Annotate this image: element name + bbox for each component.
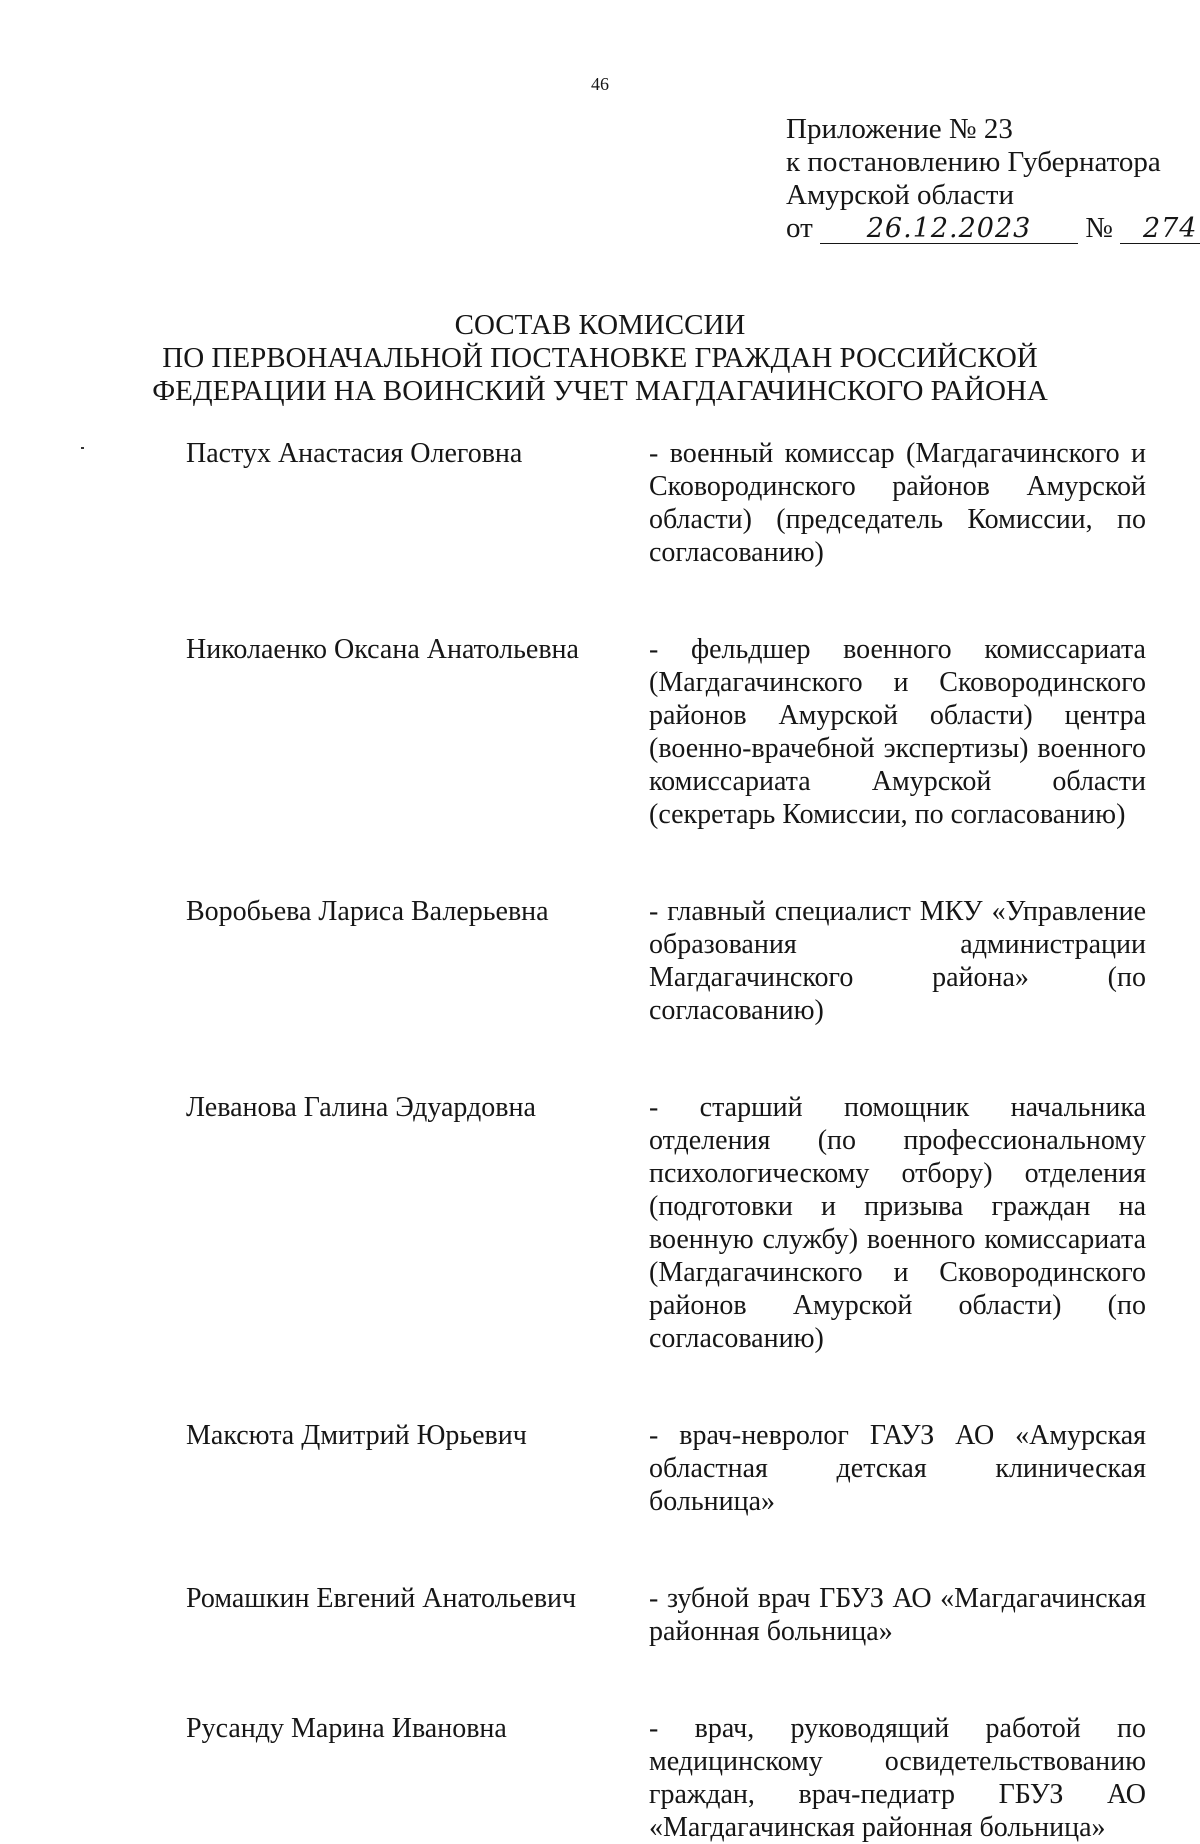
date-prefix: от: [786, 212, 813, 244]
member-item: [186, 895, 1146, 1027]
title-line-2: ПО ПЕРВОНАЧАЛЬНОЙ ПОСТАНОВКЕ ГРАЖДАН РОССИЙСКОЙ: [162, 342, 1038, 374]
member-name: Воробьева Лариса Валерьевна: [186, 896, 549, 927]
handwritten-number: 274: [1120, 215, 1200, 244]
member-name: Леванова Галина Эдуардовна: [186, 1092, 536, 1123]
member-item: [186, 1582, 1146, 1648]
appendix-block: [786, 113, 1200, 245]
page-number: 46: [591, 74, 609, 94]
member-item: [186, 437, 1146, 569]
member-role: - старший помощник начальника отделения (по профессиональному психологическому отбору) отделения (подготовки и призыва граждан на военную службу) военного комиссариата (Магдагачинского и Сковородинского районов Амурской области) (по согласованию): [649, 1092, 1146, 1354]
member-name: Пастух Анастасия Олеговна: [186, 438, 523, 469]
document-title: [0, 309, 1200, 408]
member-item: [186, 1091, 1146, 1355]
title-line-1: СОСТАВ КОМИССИИ: [454, 309, 746, 341]
member-name: Ромашкин Евгений Анатольевич: [186, 1583, 577, 1614]
appendix-date-line: [786, 212, 1200, 245]
appendix-ref-line: к постановлению Губернатора: [786, 146, 1161, 178]
members-list: [186, 437, 1146, 1844]
member-role: - врач-невролог ГАУЗ АО «Амурская областная детская клиническая больница»: [649, 1420, 1146, 1517]
member-name: Николаенко Оксана Анатольевна: [186, 634, 579, 665]
member-role: - врач, руководящий работой по медицинскому освидетельствованию граждан, врач-педиатр ГБУЗ АО «Магдагачинская районная больница»: [649, 1713, 1146, 1843]
handwritten-date: 26.12.2023: [820, 215, 1078, 244]
member-role: - главный специалист МКУ «Управление образования администрации Магдагачинского района» (по согласованию): [649, 896, 1146, 1026]
member-role: - фельдшер военного комиссариата (Магдагачинского и Сковородинского районов Амурской области) центра (военно-врачебной экспертизы) военного комиссариата Амурской области (секретарь Комиссии, по согласованию): [649, 634, 1146, 830]
appendix-region-line: Амурской области: [786, 179, 1014, 211]
appendix-title: Приложение № 23: [786, 113, 1013, 145]
member-role: - военный комиссар (Магдагачинского и Сковородинского районов Амурской области) (председатель Комиссии, по согласованию): [649, 438, 1146, 568]
member-name: Максюта Дмитрий Юрьевич: [186, 1420, 527, 1451]
number-sign: №: [1085, 212, 1113, 244]
member-item: [186, 1419, 1146, 1518]
member-name: Русанду Марина Ивановна: [186, 1713, 507, 1744]
scan-speck: [81, 447, 84, 449]
member-item: [186, 1712, 1146, 1844]
member-item: [186, 633, 1146, 831]
member-role: - зубной врач ГБУЗ АО «Магдагачинская районная больница»: [649, 1583, 1146, 1647]
title-line-3: ФЕДЕРАЦИИ НА ВОИНСКИЙ УЧЕТ МАГДАГАЧИНСКОГО РАЙОНА: [152, 375, 1048, 407]
